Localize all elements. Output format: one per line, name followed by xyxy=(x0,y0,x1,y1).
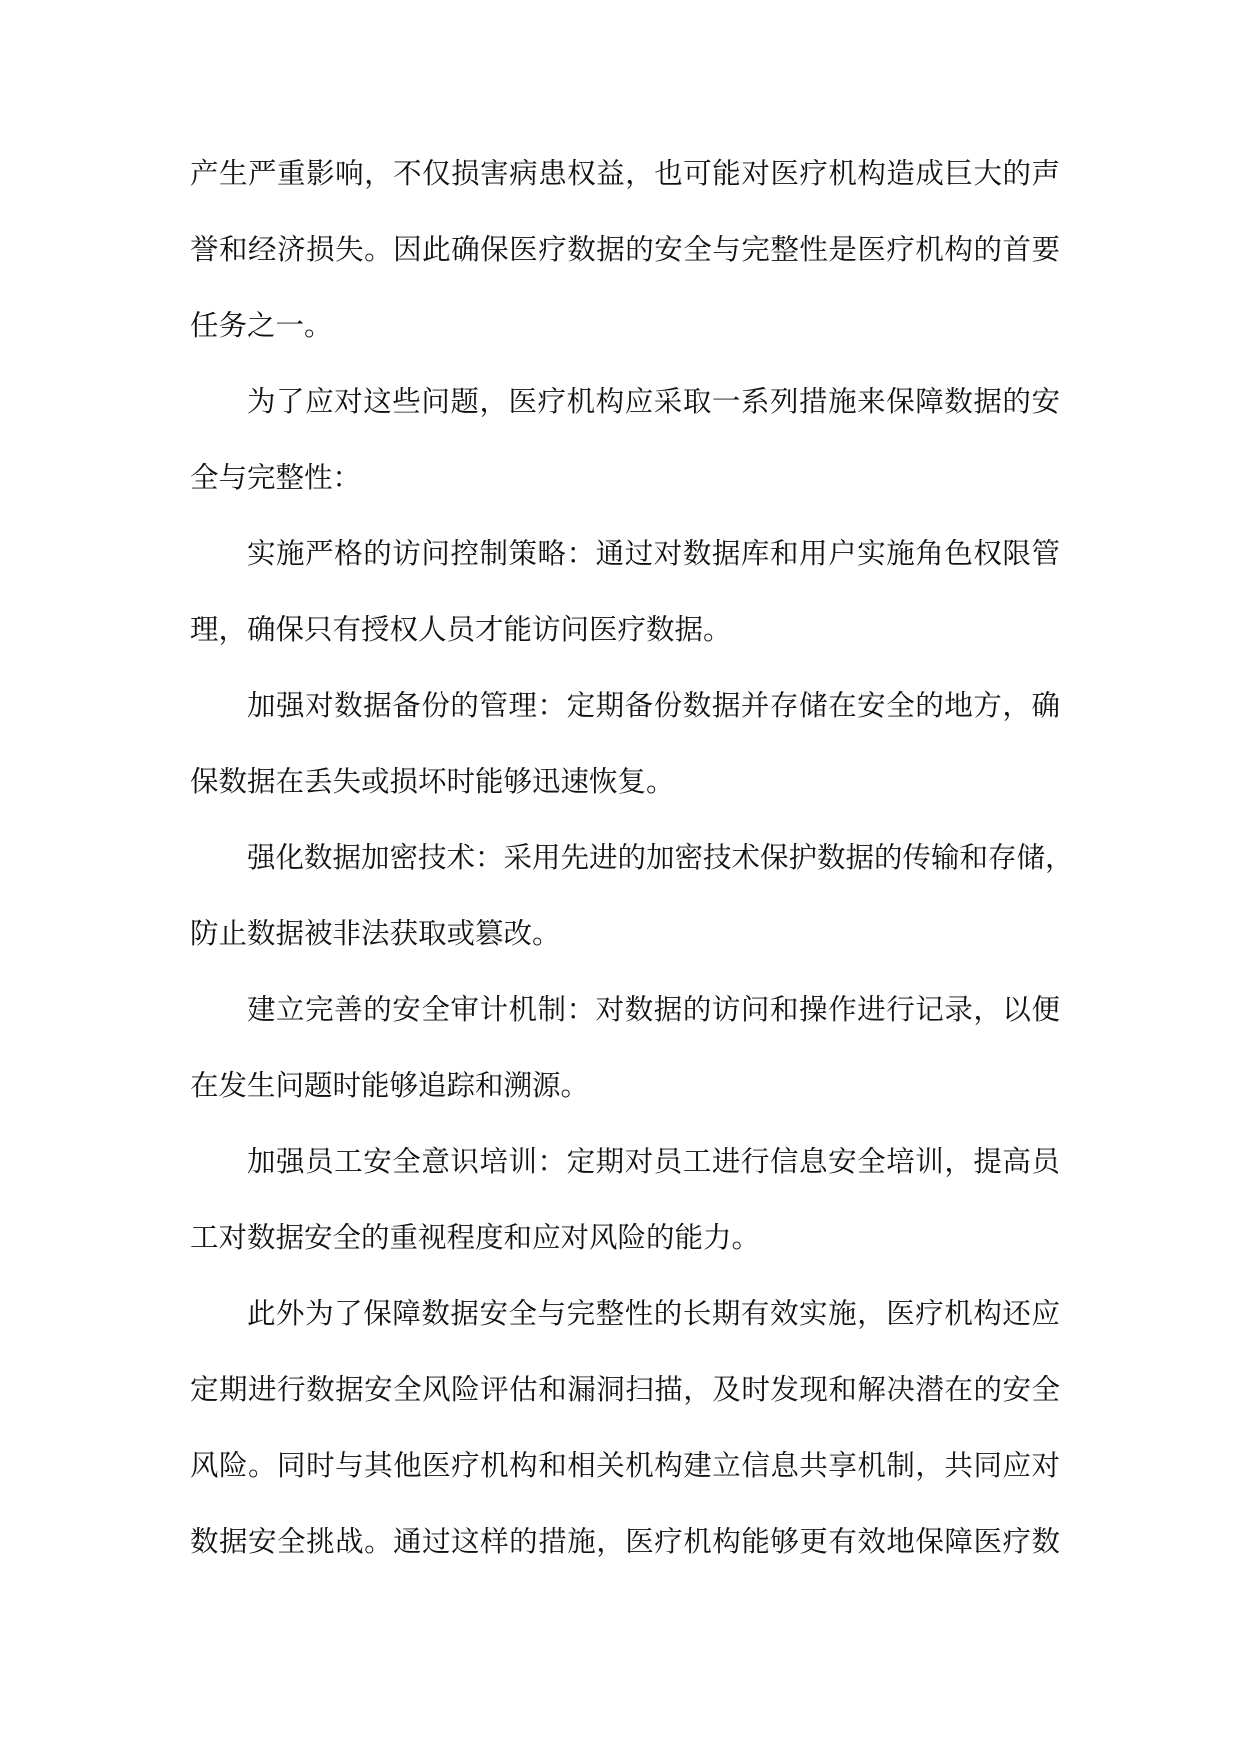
text-line-15: 工对数据安全的重视程度和应对风险的能力。 xyxy=(190,1221,761,1254)
text-line-3: 任务之一。 xyxy=(190,309,333,342)
text-line-7: 理，确保只有授权人员才能访问医疗数据。 xyxy=(190,613,732,646)
text-line-19: 数据安全挑战。通过这样的措施，医疗机构能够更有效地保障医疗数 xyxy=(190,1525,1060,1558)
text-line-10: 强化数据加密技术：采用先进的加密技术保护数据的传输和存储， xyxy=(247,841,1074,874)
text-line-1: 产生严重影响，不仅损害病患权益，也可能对医疗机构造成巨大的声 xyxy=(190,157,1060,190)
text-line-18: 风险。同时与其他医疗机构和相关机构建立信息共享机制，共同应对 xyxy=(190,1449,1060,1482)
text-line-8: 加强对数据备份的管理：定期备份数据并存储在安全的地方，确 xyxy=(247,689,1060,722)
text-line-9: 保数据在丢失或损坏时能够迅速恢复。 xyxy=(190,765,675,798)
text-line-12: 建立完善的安全审计机制：对数据的访问和操作进行记录，以便 xyxy=(247,993,1060,1026)
text-line-13: 在发生问题时能够追踪和溯源。 xyxy=(190,1069,590,1102)
text-line-11: 防止数据被非法获取或篡改。 xyxy=(190,917,561,950)
text-line-6: 实施严格的访问控制策略：通过对数据库和用户实施角色权限管 xyxy=(247,537,1060,570)
text-line-4: 为了应对这些问题，医疗机构应采取一系列措施来保障数据的安 xyxy=(247,385,1060,418)
text-line-5: 全与完整性： xyxy=(190,461,362,494)
text-line-2: 誉和经济损失。因此确保医疗数据的安全与完整性是医疗机构的首要 xyxy=(190,233,1060,266)
text-line-14: 加强员工安全意识培训：定期对员工进行信息安全培训，提高员 xyxy=(247,1145,1060,1178)
text-line-17: 定期进行数据安全风险评估和漏洞扫描，及时发现和解决潜在的安全 xyxy=(190,1373,1060,1406)
text-line-16: 此外为了保障数据安全与完整性的长期有效实施，医疗机构还应 xyxy=(247,1297,1060,1330)
